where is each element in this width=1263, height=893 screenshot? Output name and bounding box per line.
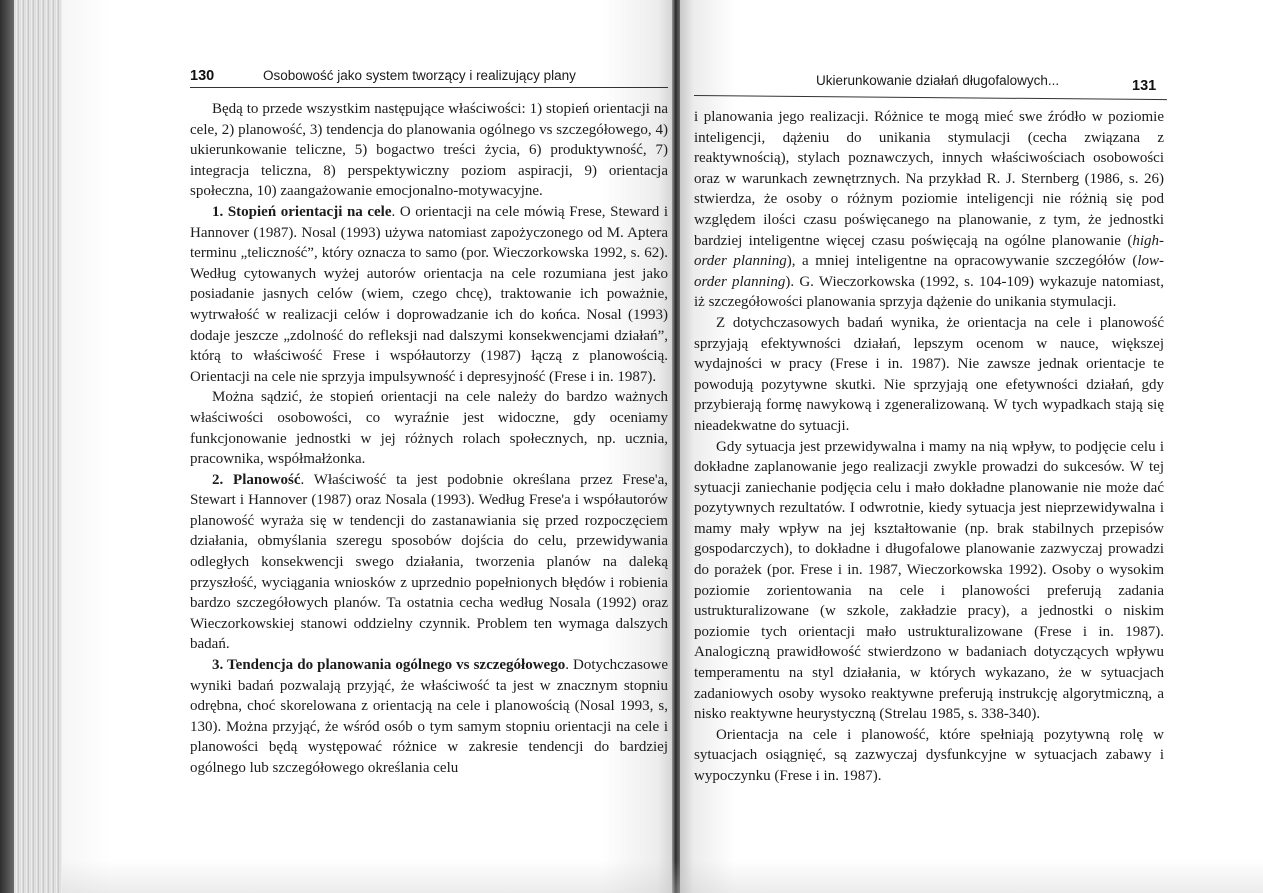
paragraph-text: Będą to przede wszystkim następujące właściwości: 1) stopień orientacji na cele, 2) planowość, 3) tendencja do planowania ogólnego vs szczegółowego, 4) ukierunkowanie teliczne, 5) bogactwo treści życia, 6) produktywność, 7) integracja teliczna, 8) perspektywiczny poziom aspiracji, 9) orientacja społeczna, 10) zaangażowanie emocjonalno-motywacyjne. — [190, 101, 668, 200]
paragraph — [694, 437, 1164, 725]
section-heading: 2. Planowość — [212, 471, 301, 488]
paragraph — [694, 313, 1164, 437]
paragraph-text: ), a mniej inteligentne na opracowywanie szczegółów ( — [786, 253, 1138, 270]
italic-term: high-order planning — [694, 232, 1164, 270]
paragraph — [190, 655, 668, 779]
paragraph-text: i planowania jego realizacji. Różnice te mogą mieć swe źródło w poziomie inteligencji, dążeniu do unikania stymulacji (cecha związana z reaktywnością), stylach poznawczych, innych właściwościach osobowości oraz w warunkach zewnętrznych. Na przykład R. J. Sternberg (1986, s. 26) stwierdza, że osoby o różnym poziomie inteligencji nie różnią się pod względem ilości czasu poświęcanego na planowanie, z tym, że jednostki bardziej inteligentne więcej czasu poświęcają na ogólne planowanie ( — [694, 109, 1164, 249]
book-gutter — [672, 0, 680, 893]
paragraph-text: Z dotychczasowych badań wynika, że orientacja na cele i planowość sprzyjają efektywności działań, lepszym ocenom w nauce, większej wydajności w pracy (Frese i in. 1987). Nie zawsze jednak orientacje te powodują pozytywne skutki. Nie sprzyjają one efetywności działań, gdy przybierają formę nawykową i zgeneralizowaną. W tych wypadkach stają się nieadekwatne do sytuacji. — [694, 314, 1164, 434]
right-text-column — [694, 107, 1164, 787]
left-running-head: Osobowość jako system tworzący i realizujący plany — [263, 68, 576, 83]
paragraph-text: . Dotychczasowe wyniki badań pozwalają przyjąć, że właściwość ta jest w znacznym stopniu odrębna, choć skorelowana z orientacją na cele i planowością (Nosal 1993, s, 130). Można przyjąć, że wśród osób o tym samym stopniu orientacji na cele i planowości będą występować różnice w zakresie tendencji do bardziej ogólnego lub szczegółowego określania celu — [190, 657, 668, 776]
paragraph — [694, 107, 1164, 313]
paragraph-text: ). G. Wieczorkowska (1992, s. 104-109) wykazuje natomiast, iż szczegółowości planowania sprzyja dążenie do unikania stymulacji. — [694, 273, 1164, 311]
right-running-head: Ukierunkowanie działań długofalowych... — [816, 73, 1060, 88]
paragraph-text: Gdy sytuacja jest przewidywalna i mamy na nią wpływ, to podjęcie celu i dokładne zaplanowanie jego realizacji zwykle prowadzi do sukcesów. W tej sytuacji zaniechanie podjęcia celu i mało dokładne planowanie nie może dać pozytywnych rezultatów. I odwrotnie, kiedy sytuacja jest nieprzewidywalna i mamy mały wpływ na jej kształtowanie (np. brak stabilnych przepisów gospodarczych), to dokładne i długofalowe planowanie zazwyczaj prowadzi do porażek (por. Frese i in. 1987, Wieczorkowska 1992). Osoby o wysokim poziomie zorientowania na cele i planowości preferują zadania ustrukturalizowane (w szkole, zakładzie pracy), a jednostki o niskim poziomie tych orientacji mało ustrukturalizowane (Frese i in. 1987). Analogiczną prawidłowość stwierdzono w badaniach dotyczących wpływu temperamentu na styl działania, w których wykazano, że w sytuacjach zadaniowych osoby wysoko reaktywne preferują instrukcję algorytmiczną, a nisko reaktywne heurystyczną (Strelau 1985, s. 338-340). — [694, 438, 1164, 723]
paragraph-text: Można sądzić, że stopień orientacji na cele należy do bardzo ważnych właściwości osobowości, co wyraźnie jest widoczne, gdy oceniamy funkcjonowanie jednostki w jej różnych rolach społecznych, np. ucznia, pracownika, współmałżonka. — [190, 389, 668, 468]
italic-term: low-order planning — [694, 253, 1164, 290]
left-page-number: 130 — [190, 68, 215, 84]
paragraph-text: . O orientacji na cele mówią Frese, Steward i Hannover (1987). Nosal (1993) używa natomiast zapożyczonego od M. Aptera terminu „teliczność”, który oznacza to samo (por. Wieczorkowska 1992, s. 62). Według cytowanych wyżej autorów orientacja na cele rozumiana jest jako posiadanie jasnych celów (wiem, czego chcę), traktowanie ich poważnie, wytrwałość w realizacji celów i doprowadzanie ich do końca. Nosal (1993) dodaje jeszcze „zdolność do refleksji nad dalszymi konsekwencjami działań”, którą to właściwość Frese i współautorzy (1987) łączą z planowością. Orientacji na cele nie sprzyja impulsywność i depresyjność (Frese i in. 1987). — [190, 203, 668, 385]
paragraph — [694, 725, 1164, 787]
right-page-number: 131 — [1132, 78, 1157, 94]
left-header-rule — [190, 87, 668, 88]
left-text-column — [190, 99, 668, 779]
book-cover-edge — [0, 0, 14, 893]
paragraph — [190, 202, 668, 387]
paragraph-text: Orientacja na cele i planowość, które spełniają pozytywną rolę w sytuacjach osiągnięć, są zazwyczaj dysfunkcyjne w sytuacjach zabawy i wypoczynku (Frese i in. 1987). — [694, 726, 1164, 784]
bottom-shadow — [62, 860, 1263, 893]
paragraph — [190, 387, 668, 469]
paragraph-text: . Właściwość ta jest podobnie określana przez Frese'a, Stewart i Hannover (1987) oraz Nosala (1993). Według Frese'a i współautorów planowość wyraża się w tendencji do zastanawiania się przed rozpoczęciem działania, obmyślania szeregu sposobów dojścia do celu, przewidywania odległych konsekwencji swego działania, tworzenia planów na daleką przyszłość, wyciągania wniosków z uprzednio popełnionych błędów i robienia bardzo szczegółowych planów. Ta ostatnia cecha według Nosala (1992) oraz Wieczorkowskiej stanowi oddzielny czynnik. Problem ten wymaga dalszych badań. — [190, 471, 669, 653]
paragraph — [190, 99, 668, 202]
section-heading: 1. Stopień orientacji na cele — [212, 203, 392, 220]
paragraph — [190, 470, 668, 655]
section-heading: 3. Tendencja do planowania ogólnego vs szczegółowego — [212, 657, 566, 674]
